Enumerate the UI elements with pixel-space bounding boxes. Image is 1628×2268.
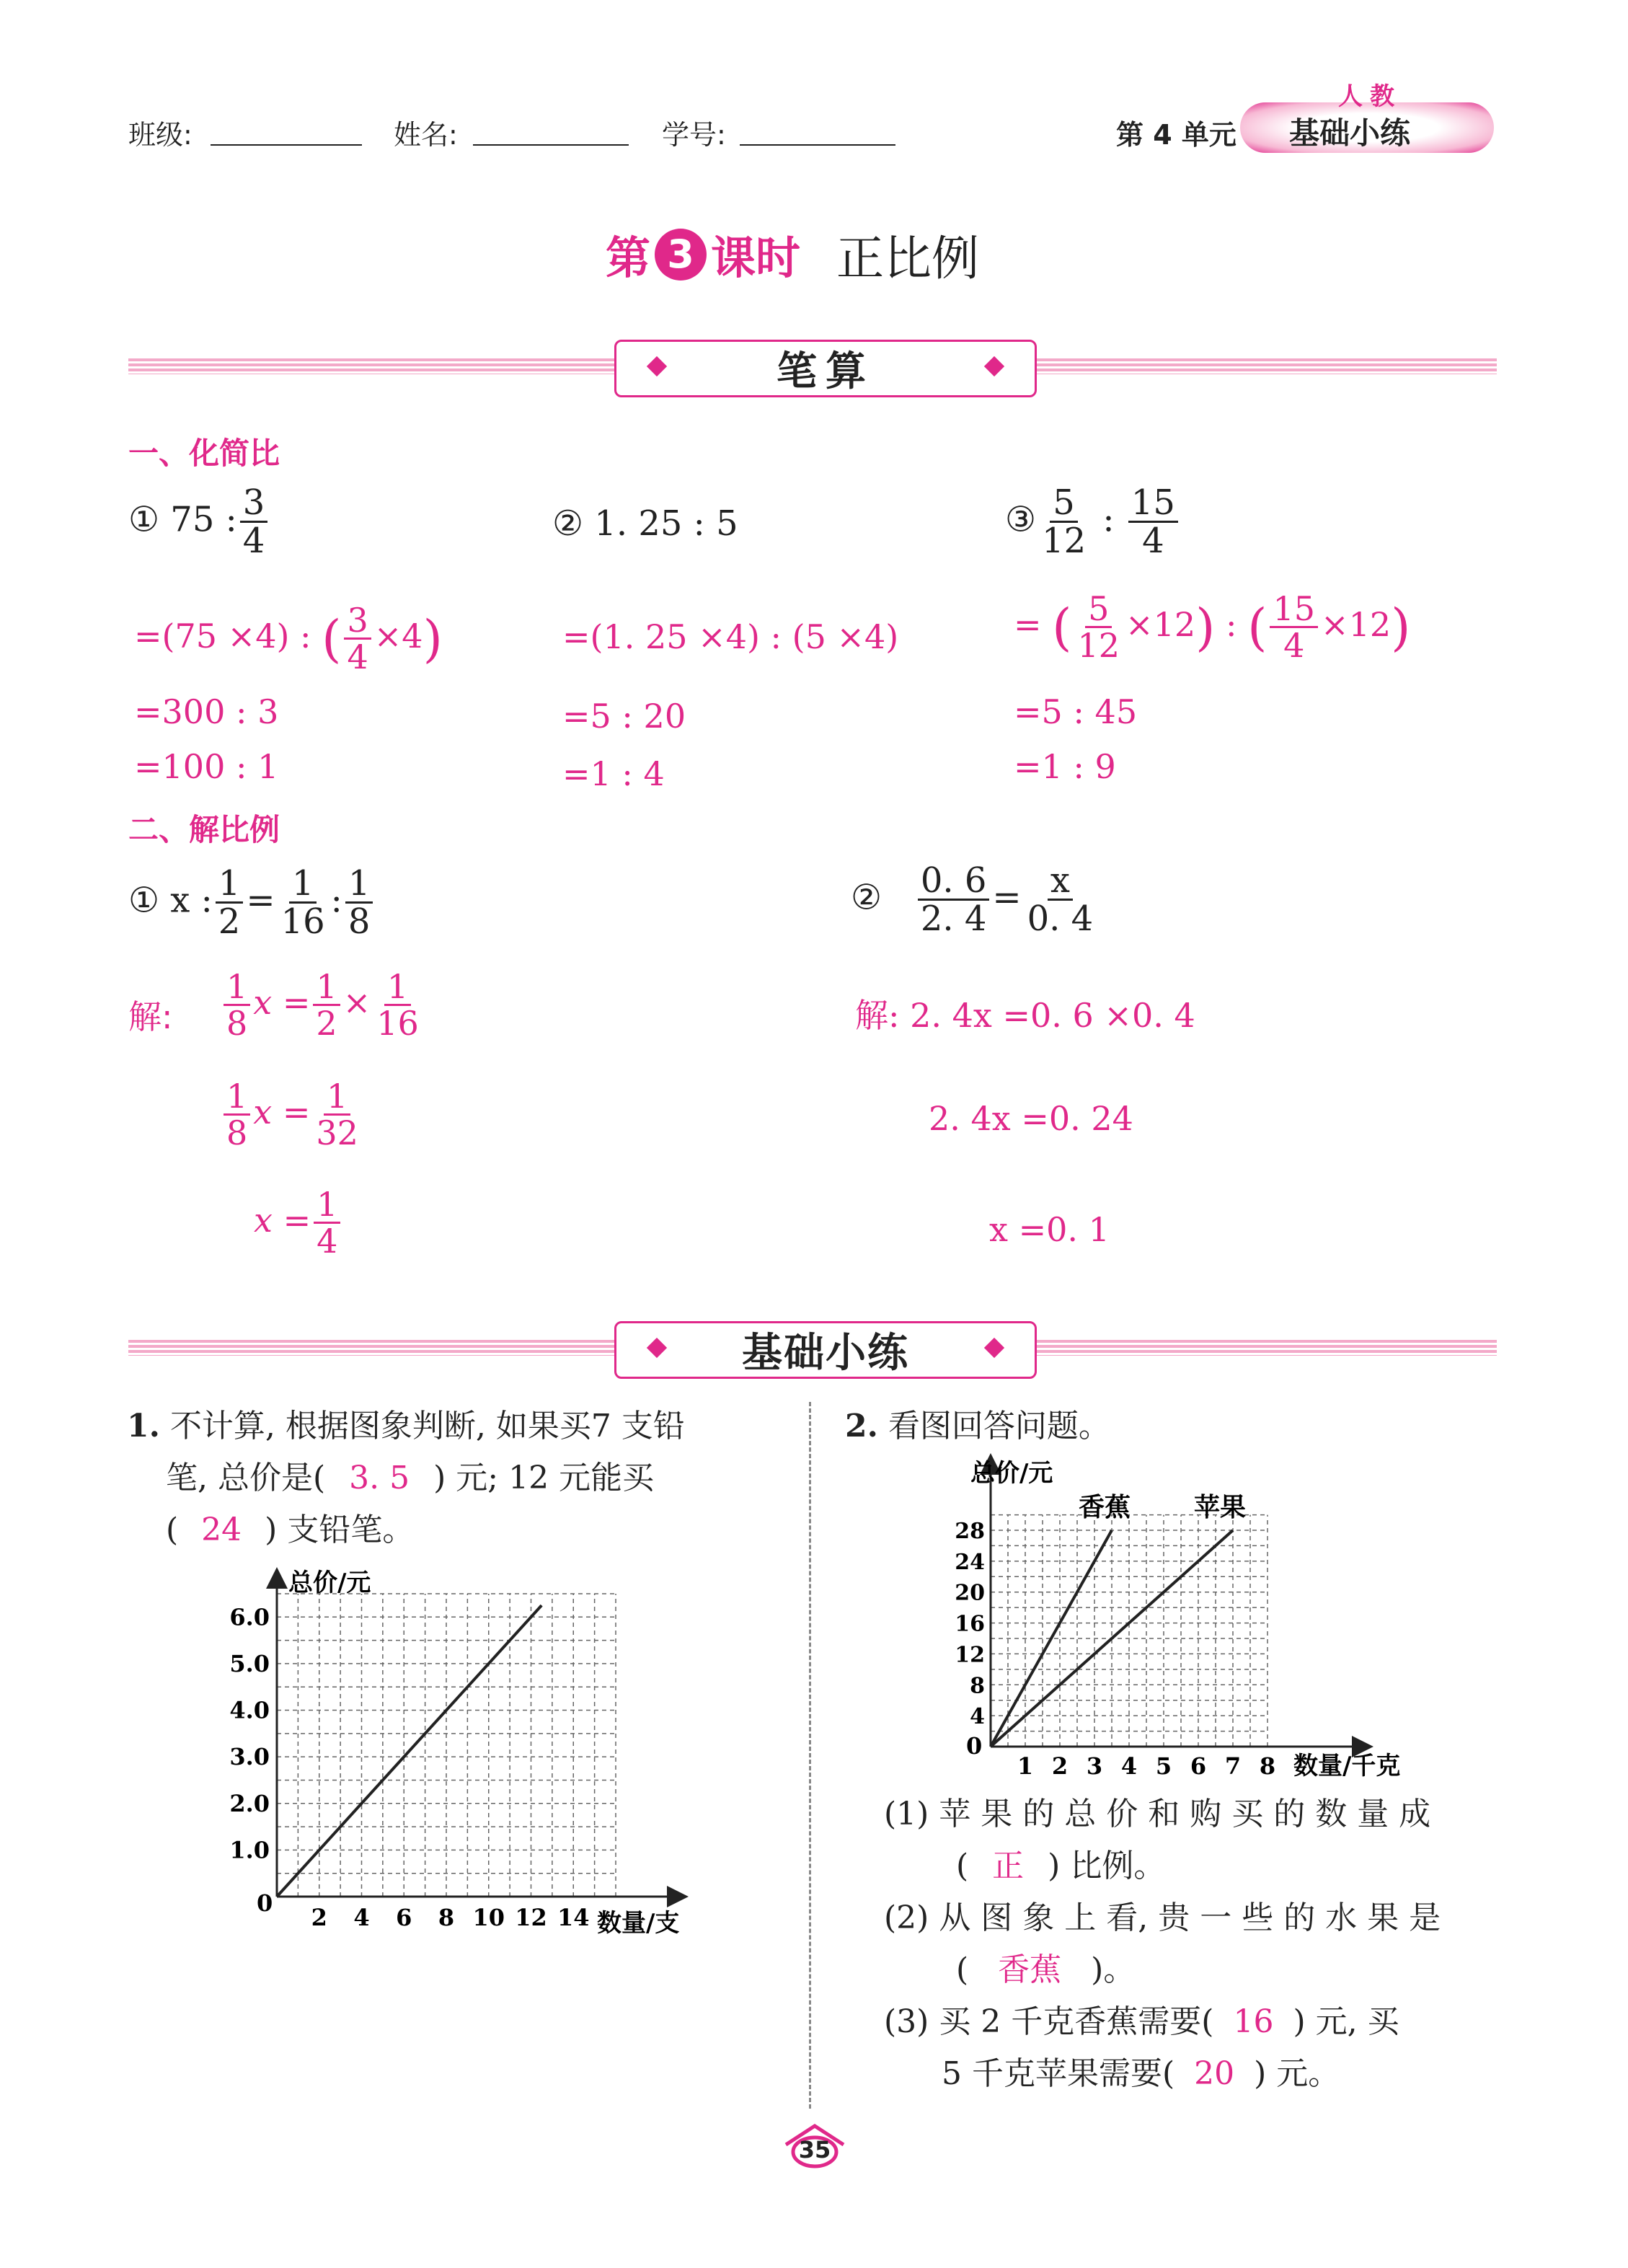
y-tick-label: 6.0: [229, 1603, 270, 1631]
y-tick-label: 20: [955, 1580, 985, 1606]
series-label-banana: 香蕉: [1079, 1492, 1131, 1522]
lesson-topic: 正比例: [836, 231, 980, 286]
answer-2-1-step2: $\frac{1}{8}$ x = $\frac{1}{32}$: [221, 1079, 364, 1151]
answer-1-2-step1: =(1. 25 ×4) : (5 ×4): [562, 617, 899, 656]
x-tick-label: 1: [1017, 1752, 1034, 1780]
diamond-icon: [984, 356, 1004, 376]
section-title: 笔算: [777, 348, 875, 395]
lesson-number-badge: 3: [655, 229, 707, 281]
brand-small: 人教: [1338, 82, 1402, 111]
y-tick-label: 4: [970, 1704, 985, 1730]
problem-1-2: ② 1. 25 : 5: [552, 503, 738, 544]
answer-1-2-step2: =5 : 20: [562, 697, 686, 736]
class-label: 班级:: [128, 119, 193, 151]
x-tick-label: 4: [353, 1904, 370, 1931]
exercise-2-title: 2. 看图回答问题。: [845, 1408, 1110, 1444]
answer-2-1-step1: $\frac{1}{8}$ x = $\frac{1}{2}$ × $\frac{1}{16}$: [221, 969, 425, 1041]
page-number-badge: [779, 2123, 851, 2169]
answer-1-3-step1: = ( $\frac{5}{12}$ ×12) : ( $\frac{15}{4}$ ×12): [1014, 589, 1411, 666]
series-label-apple: 苹果: [1194, 1492, 1247, 1522]
answer-blank[interactable]: 24: [201, 1512, 242, 1548]
id-label: 学号:: [662, 119, 726, 151]
q1-jie: 解:: [128, 997, 173, 1036]
answer-1-1-step2: =300 : 3: [134, 692, 279, 731]
problem-2-2: ② $\frac{0. 6}{2. 4}$ = $\frac{x}{0. 4}$: [851, 860, 1094, 940]
exercise-2-questions: (1) 苹 果 的 总 价 和 购 买 的 数 量 成 ( 正 ) 比例。 (2) 从 图 象 上 看, 贵 一 些 的 水 果 是 ( 香蕉 )。 (3) 买 2 千克香蕉需要( 16 ) 元, 买 5 千克苹果需要( 20 ) 元。: [884, 1788, 1504, 2100]
x-tick-label: 5: [1155, 1752, 1172, 1780]
x-tick-label: 8: [438, 1904, 455, 1931]
diamond-icon: [647, 1338, 667, 1358]
column-divider: [809, 1402, 811, 2109]
x-tick-label: 8: [1259, 1752, 1276, 1780]
y-axis-label: 总价/元: [970, 1459, 1053, 1488]
x-tick-label: 7: [1224, 1752, 1242, 1780]
section-title: 基础小练: [742, 1330, 909, 1377]
part1-heading: 一、化简比: [128, 436, 280, 471]
x-tick-label: 12: [515, 1904, 547, 1931]
y-tick-label: 12: [955, 1642, 985, 1668]
y-tick-label: 1.0: [229, 1836, 270, 1864]
x-tick-label: 14: [557, 1904, 590, 1931]
answer-1-2-step3: =1 : 4: [562, 754, 665, 793]
unit-label: 第 4 单元: [1116, 119, 1237, 151]
diamond-icon: [647, 356, 667, 376]
origin-label: 0: [257, 1889, 273, 1917]
part2-heading: 二、解比例: [128, 812, 280, 847]
series-line-pencil: [277, 1605, 541, 1897]
answer-2-2-step2: 2. 4x =0. 24: [929, 1099, 1133, 1138]
x-axis-label: 数量/千克: [1293, 1752, 1401, 1781]
section-header-bisuan: [614, 340, 1037, 397]
brand-title: 基础小练: [1289, 115, 1411, 151]
answer-blank[interactable]: 16: [1233, 2003, 1274, 2040]
problem-1-1: ① 75 : $\frac{3}{4}$: [128, 485, 270, 560]
answer-2-1-step3: x = $\frac{1}{4}$: [254, 1187, 343, 1259]
x-tick-label: 6: [396, 1904, 412, 1931]
y-tick-label: 3.0: [229, 1743, 270, 1771]
y-tick-label: 24: [955, 1549, 985, 1575]
name-field[interactable]: [473, 111, 629, 146]
x-tick-label: 6: [1190, 1752, 1207, 1780]
y-tick-label: 2.0: [229, 1789, 270, 1817]
answer-blank[interactable]: 20: [1194, 2055, 1235, 2092]
class-field[interactable]: [211, 111, 362, 146]
exercise-1: 1. 不计算, 根据图象判断, 如果买7 支铅 笔, 总价是( 3. 5 ) 元; 12 元能买 ( 24 ) 支铅笔。: [127, 1400, 776, 1556]
page-number: 35: [798, 2136, 831, 2163]
y-tick-label: 4.0: [229, 1696, 270, 1724]
problem-2-1: ① x : $\frac{1}{2}$ = $\frac{1}{16}$ : $\frac{1}{8}$: [128, 865, 376, 940]
problem-1-3: ③ $\frac{5}{12}$ : $\frac{15}{4}$: [1005, 485, 1181, 560]
lesson-prefix: 第: [606, 231, 651, 284]
diamond-icon: [984, 1338, 1004, 1358]
answer-1-1-step3: =100 : 1: [134, 747, 279, 786]
fruit-price-chart: [944, 1450, 1435, 1788]
y-tick-label: 5.0: [229, 1649, 270, 1677]
y-tick-label: 16: [955, 1611, 985, 1637]
answer-1-3-step2: =5 : 45: [1014, 692, 1138, 731]
origin-label: 0: [966, 1732, 983, 1760]
x-tick-label: 10: [472, 1904, 505, 1931]
lesson-suffix: 课时: [711, 231, 801, 284]
x-axis-label: 数量/支: [597, 1909, 680, 1938]
answer-1-3-step3: =1 : 9: [1014, 747, 1116, 786]
x-tick-label: 2: [1051, 1752, 1069, 1780]
answer-blank[interactable]: 正: [992, 1848, 1025, 1884]
chart-grid: [991, 1515, 1268, 1747]
chart-grid: [277, 1594, 616, 1897]
answer-1-1-step1: =(75 ×4) : ( $\frac{3}{4}$ ×4): [134, 601, 443, 677]
answer-2-2-step1: 解: 2. 4x =0. 6 ×0. 4: [855, 996, 1195, 1035]
section-header-jichu: [614, 1321, 1037, 1379]
answer-blank[interactable]: 香蕉: [998, 1951, 1062, 1988]
answer-2-2-step3: x =0. 1: [989, 1210, 1110, 1249]
lesson-title: [606, 220, 979, 288]
name-label: 姓名:: [394, 119, 458, 151]
x-tick-label: 4: [1120, 1752, 1138, 1780]
y-tick-label: 28: [955, 1519, 985, 1544]
x-tick-label: 2: [311, 1904, 327, 1931]
x-tick-label: 3: [1086, 1752, 1103, 1780]
pencil-price-chart: [216, 1565, 721, 1954]
y-axis-label: 总价/元: [288, 1568, 371, 1597]
answer-blank[interactable]: 3. 5: [349, 1460, 410, 1496]
y-tick-label: 8: [970, 1673, 985, 1699]
id-field[interactable]: [740, 111, 895, 146]
